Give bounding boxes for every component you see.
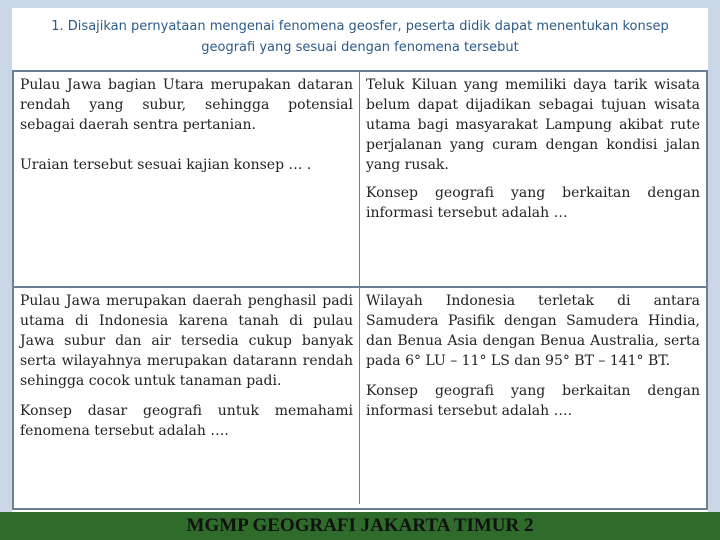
statement-text: Wilayah Indonesia terletak di antara Samudera Pasifik dengan Samudera Hindia, dan Benua Asia dengan Benua Australia, serta pada 6° LU – 11° LS dan 95° BT – 141° BT.	[366, 293, 700, 369]
question-text: Uraian tersebut sesuai kajian konsep … .	[20, 157, 312, 173]
statement-text: Pulau Jawa bagian Utara merupakan dataran rendah yang subur, sehingga potensial sebagai daerah sentra pertanian.	[20, 77, 353, 133]
statement-text: Pulau Jawa merupakan daerah penghasil padi utama di Indonesia karena tanah di pulau Jawa subur dan air tersedia cukup banyak serta wilayahnya merupakan datarann rendah sehingga cocok untuk tanaman padi.	[20, 293, 353, 389]
cell-bottom-right	[360, 288, 706, 504]
header-line-1: 1. Disajikan pernyataan mengenai fenomena geosfer, peserta didik dapat menentukan konsep	[51, 19, 669, 34]
cell-bottom-left	[14, 288, 360, 504]
question-text: Konsep dasar geografi untuk memahami fenomena tersebut adalah ….	[20, 403, 353, 439]
cell-top-left	[14, 72, 360, 288]
cell-top-right	[360, 72, 706, 288]
question-text: Konsep geografi yang berkaitan dengan informasi tersebut adalah ….	[366, 383, 700, 419]
statement-table	[12, 70, 708, 510]
question-header	[12, 16, 708, 68]
header-line-2: geografi yang sesuai dengan fenomena tersebut	[201, 40, 519, 55]
question-text: Konsep geografi yang berkaitan dengan informasi tersebut adalah …	[366, 185, 700, 221]
footer-banner: MGMP GEOGRAFI JAKARTA TIMUR 2	[0, 512, 720, 540]
statement-text: Teluk Kiluan yang memiliki daya tarik wisata belum dapat dijadikan sebagai tujuan wisata utama bagi masyarakat Lampung akibat rute perjalanan yang curam dengan kondisi jalan yang rusak.	[366, 77, 700, 173]
